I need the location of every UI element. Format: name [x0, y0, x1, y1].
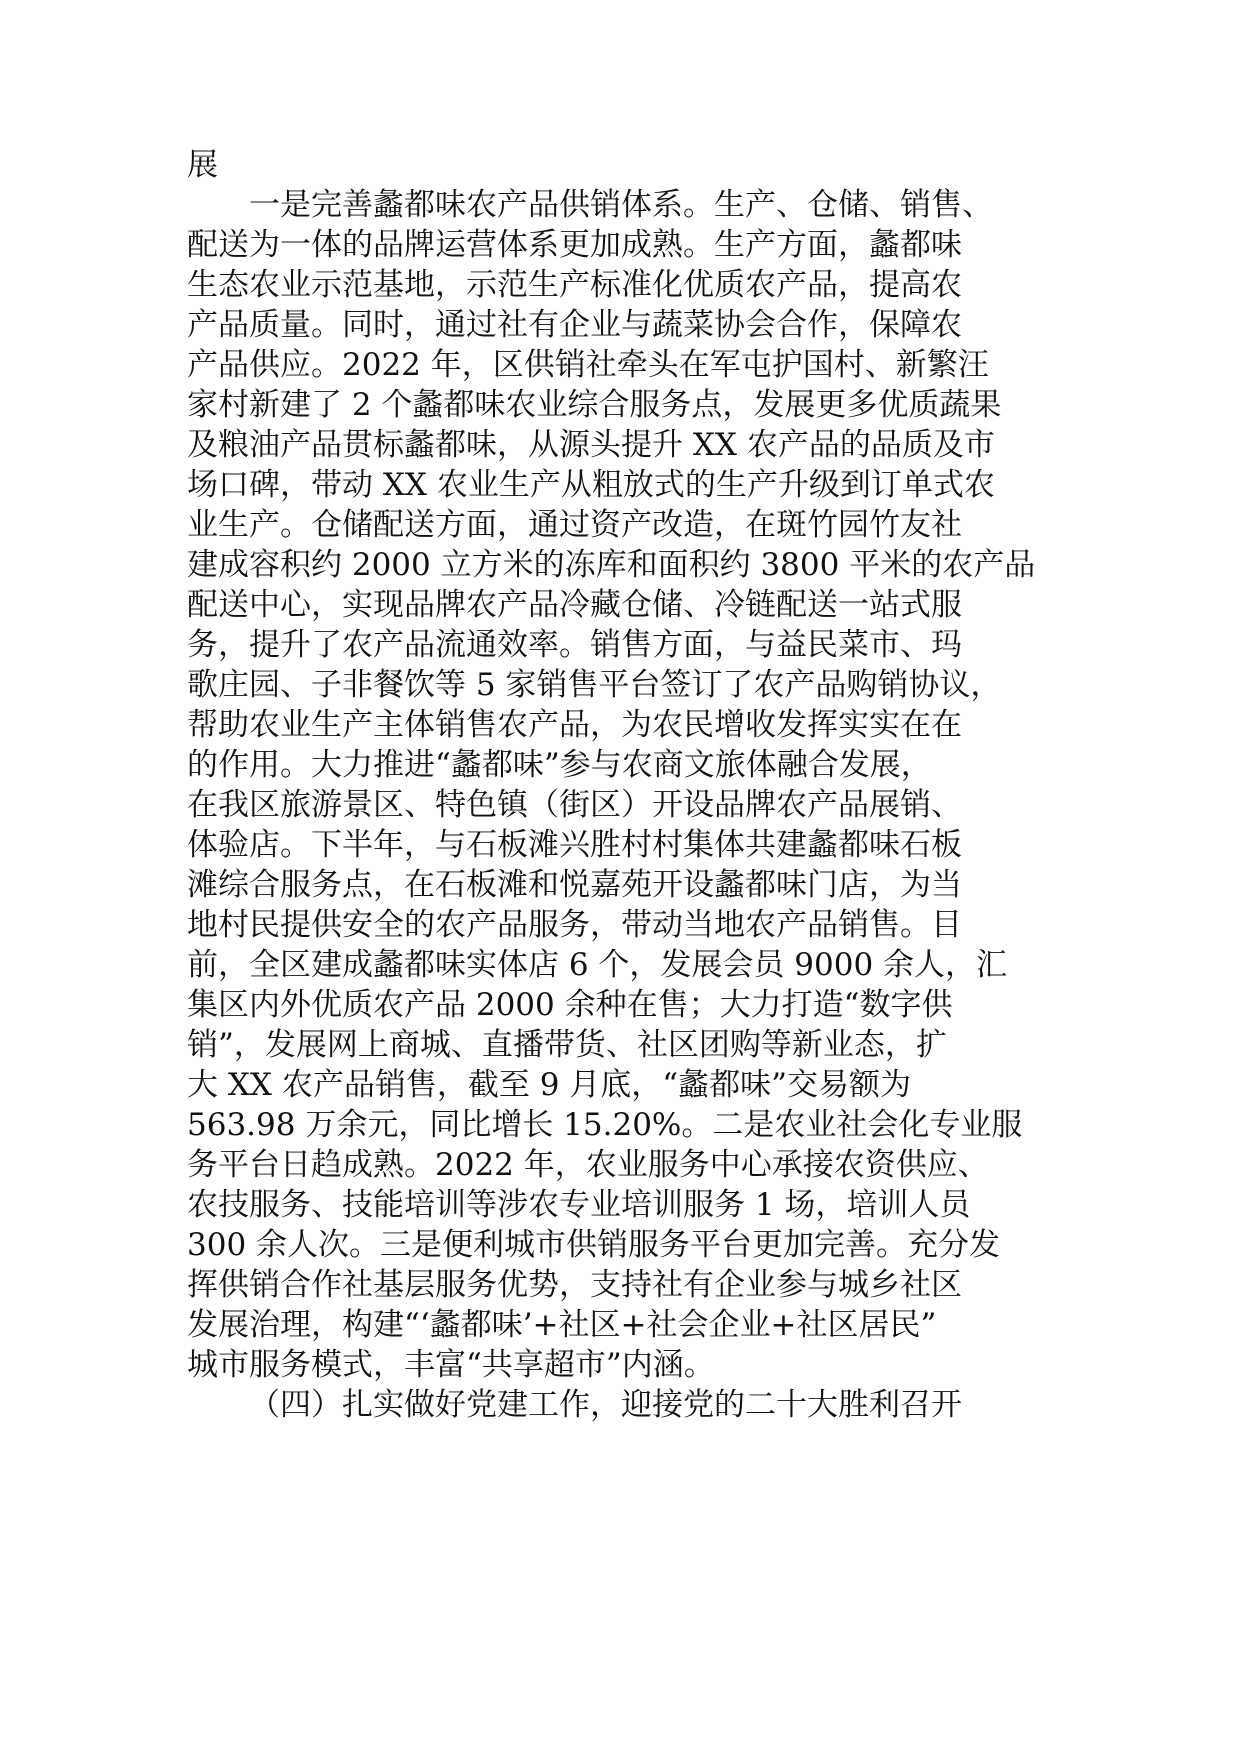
text-line-22: 集区内外优质农产品 2000 余种在售；大力打造“数字供: [187, 987, 953, 1023]
text-line-26: 务平台日趋成熟。2022 年，农业服务中心承接农资供应、: [187, 1147, 989, 1183]
text-line-12: 配送中心，实现品牌农产品冷藏仓储、冷链配送一站式服: [187, 587, 962, 623]
text-line-21: 前，全区建成蠡都味实体店 6 个，发展会员 9000 余人，汇: [187, 947, 1008, 983]
text-line-15: 帮助农业生产主体销售农产品，为农民增收发挥实实在在: [187, 707, 962, 743]
text-line-17: 在我区旅游景区、特色镇（街区）开设品牌农产品展销、: [187, 787, 962, 823]
paragraph-first-line: 一是完善蠡都味农产品供销体系。生产、仓储、销售、: [249, 187, 993, 223]
text-line-20: 地村民提供安全的农产品服务，带动当地农产品销售。目: [187, 907, 962, 943]
text-line-28: 300 余人次。三是便利城市供销服务平台更加完善。充分发: [187, 1227, 1001, 1263]
text-line-11: 建成容积约 2000 立方米的冻库和面积约 3800 平米的农产品: [187, 547, 1036, 583]
section-heading-four: （四）扎实做好党建工作，迎接党的二十大胜利召开: [249, 1387, 962, 1423]
text-line-27: 农技服务、技能培训等涉农专业培训服务 1 场，培训人员: [187, 1187, 971, 1223]
text-line-16: 的作用。大力推进“蠡都味”参与农商文旅体融合发展，: [187, 747, 932, 783]
text-line-25: 563.98 万余元，同比增长 15.20%。二是农业社会化专业服: [187, 1107, 1023, 1143]
text-line-9: 场口碑，带动 XX 农业生产从粗放式的生产升级到订单式农: [187, 467, 995, 503]
text-line-4: 生态农业示范基地，示范生产标准化优质农产品，提高农: [187, 267, 962, 303]
text-line-23: 销”，发展网上商城、直播带货、社区团购等新业态，扩: [187, 1027, 947, 1063]
text-line-29: 挥供销合作社基层服务优势，支持社有企业参与城乡社区: [187, 1267, 962, 1303]
text-line-18: 体验店。下半年，与石板滩兴胜村村集体共建蠡都味石板: [187, 827, 962, 863]
text-line-31: 城市服务模式，丰富“共享超市”内涵。: [187, 1347, 715, 1383]
text-line-30: 发展治理，构建“‘蠡都味’+社区+社会企业+社区居民”: [187, 1307, 937, 1343]
text-line-7: 家村新建了 2 个蠡都味农业综合服务点，发展更多优质蔬果: [187, 387, 1002, 423]
text-line-19: 滩综合服务点，在石板滩和悦嘉苑开设蠡都味门店，为当: [187, 867, 962, 903]
text-line-14: 歌庄园、子非餐饮等 5 家销售平台签订了农产品购销协议，: [187, 667, 1002, 703]
text-line-13: 务，提升了农产品流通效率。销售方面，与益民菜市、玛: [187, 627, 962, 663]
text-line-10: 业生产。仓储配送方面，通过资产改造，在斑竹园竹友社: [187, 507, 962, 543]
text-line-8: 及粮油产品贯标蠡都味，从源头提升 XX 农产品的品质及市: [187, 427, 995, 463]
text-line-6: 产品供应。2022 年，区供销社牵头在军屯护国村、新繁汪: [187, 347, 989, 383]
text-line-1: 展: [187, 147, 218, 183]
text-line-3: 配送为一体的品牌运营体系更加成熟。生产方面，蠡都味: [187, 227, 962, 263]
text-line-24: 大 XX 农产品销售，截至 9 月底，“蠡都味”交易额为: [187, 1067, 911, 1103]
text-line-5: 产品质量。同时，通过社有企业与蔬菜协会合作，保障农: [187, 307, 962, 343]
